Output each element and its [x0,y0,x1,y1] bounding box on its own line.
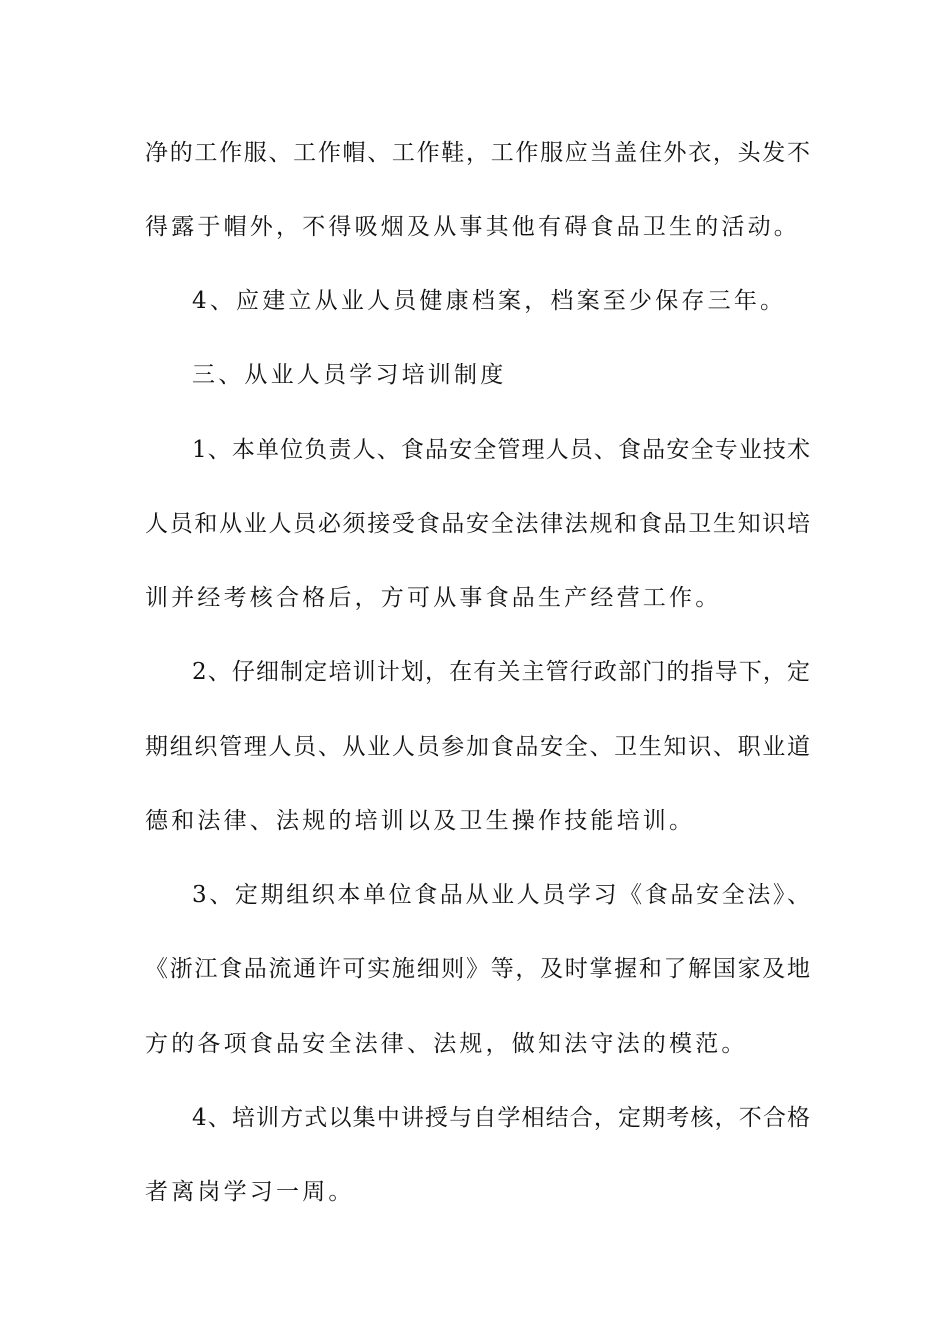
paragraph-line: 方的各项食品安全法律、法规，做知法守法的模范。 [145,1031,748,1057]
paragraph-line: 4、应建立从业人员健康档案，档案至少保存三年。 [192,288,787,314]
paragraph-line: 2、仔细制定培训计划，在有关主管行政部门的指导下，定 [192,659,810,685]
paragraph-line: 期组织管理人员、从业人员参加食品安全、卫生知识、职业道 [145,734,810,760]
paragraph-line: 《浙江食品流通许可实施细则》等，及时掌握和了解国家及地 [145,956,810,982]
paragraph-line: 净的工作服、工作帽、工作鞋，工作服应当盖住外衣，头发不 [145,140,810,166]
paragraph-line: 人员和从业人员必须接受食品安全法律法规和食品卫生知识培 [145,511,810,537]
section-heading: 三、从业人员学习培训制度 [192,362,507,388]
paragraph-line: 训并经考核合格后，方可从事食品生产经营工作。 [145,585,722,611]
paragraph-line: 得露于帽外，不得吸烟及从事其他有碍食品卫生的活动。 [145,214,800,240]
paragraph-line: 1、本单位负责人、食品安全管理人员、食品安全专业技术 [192,437,810,463]
paragraph-line: 德和法律、法规的培训以及卫生操作技能培训。 [145,808,696,834]
paragraph-line: 者离岗学习一周。 [145,1179,355,1205]
paragraph-line: 4、培训方式以集中讲授与自学相结合，定期考核，不合格 [192,1105,810,1131]
paragraph-line: 3、定期组织本单位食品从业人员学习《食品安全法》、 [192,882,810,908]
